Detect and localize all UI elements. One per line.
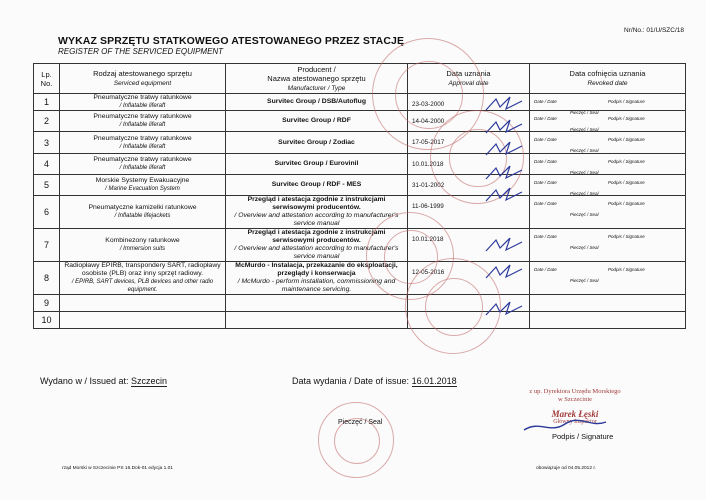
round-seal-footer bbox=[318, 402, 394, 478]
revoked-date-cell bbox=[530, 154, 686, 175]
equipment-en: / Inflatable lifejackets bbox=[114, 213, 171, 219]
equipment-pl: Pneumatyczne tratwy ratunkowe bbox=[93, 113, 192, 120]
register-table bbox=[33, 63, 686, 329]
table-row bbox=[34, 175, 686, 196]
footer-signature bbox=[520, 418, 610, 436]
header-approval-date: Data uznania Approval date bbox=[408, 64, 530, 94]
revoked-date-label: Date / Date bbox=[534, 99, 557, 104]
equipment-cell bbox=[60, 94, 226, 111]
revoked-signature-label: Podpis / Signature bbox=[608, 159, 645, 164]
revoked-date-label: Date / Date bbox=[534, 137, 557, 142]
approval-signature bbox=[484, 300, 524, 318]
equipment-en: / Marine Evacuation System bbox=[105, 186, 180, 192]
header-manufacturer: Producent / Nazwa atestowanego sprzętu Manufacturer / Type bbox=[226, 64, 408, 94]
equipment-pl: Pneumatyczne tratwy ratunkowe bbox=[93, 94, 192, 101]
manufacturer-cell bbox=[226, 132, 408, 154]
equipment-en: / Inflatable liferaft bbox=[119, 165, 166, 171]
equipment-pl: Radiopławy EPIRB, transpondery SART, radiopławy osobiste (PLB) oraz inny sprzęt radiowy. bbox=[64, 262, 221, 277]
revoked-signature-label: Podpis / Signature bbox=[608, 99, 645, 104]
signature-label: Podpis / Signature bbox=[552, 432, 614, 441]
revoked-seal-label: Pieczęć / Seal bbox=[570, 170, 599, 175]
manufacturer-bold: Survitec Group / RDF - MES bbox=[271, 181, 362, 188]
equipment-pl: Pneumatyczne tratwy ratunkowe bbox=[93, 156, 192, 163]
revoked-date-label: Date / Date bbox=[534, 201, 557, 206]
equipment-cell bbox=[60, 196, 226, 229]
manufacturer-note: / Overview and attestation according to manufacturer's service manual bbox=[234, 245, 399, 260]
valid-from: obowiązuje od 04.05.2012 r. bbox=[536, 466, 597, 471]
header-revoked-date: Data cofnięcia uznania Revoked date bbox=[530, 64, 686, 94]
manufacturer-cell bbox=[226, 175, 408, 196]
manufacturer-bold: Survitec Group / RDF bbox=[282, 117, 351, 124]
manufacturer-cell bbox=[226, 312, 408, 329]
revoked-date-cell bbox=[530, 111, 686, 132]
manufacturer-bold: Survitec Group / Zodiac bbox=[278, 138, 355, 146]
row-number: 1 bbox=[34, 94, 60, 111]
revoked-date-label: Date / Date bbox=[534, 267, 557, 272]
issued-at: Wydano w / Issued at: Szczecin bbox=[40, 376, 167, 386]
equipment-cell bbox=[60, 132, 226, 154]
equipment-cell bbox=[60, 111, 226, 132]
approval-date: 23-03-2000 bbox=[412, 101, 445, 108]
revoked-date-label: Date / Date bbox=[534, 234, 557, 239]
approval-signature bbox=[484, 118, 524, 136]
seal-label: Pieczęć / Seal bbox=[338, 419, 383, 426]
row-number: 2 bbox=[34, 111, 60, 132]
revoked-date-label: Date / Date bbox=[534, 180, 557, 185]
manufacturer-bold: Przegląd i atestacja zgodnie z instrukcjami serwisowymi producentów. bbox=[247, 196, 386, 211]
title-polish: WYKAZ SPRZĘTU STATKOWEGO ATESTOWANEGO PRZEZ STACJĘ bbox=[58, 35, 405, 47]
revoked-seal-label: Pieczęć / Seal bbox=[570, 212, 599, 217]
table-row bbox=[34, 229, 686, 262]
revoked-date-cell bbox=[530, 132, 686, 154]
equipment-en: / Inflatable liferaft bbox=[119, 103, 166, 109]
manufacturer-bold: Survitec Group / Eurovinil bbox=[274, 160, 359, 167]
approval-signature bbox=[484, 95, 524, 113]
equipment-pl: Pneumatyczne kamizelki ratunkowe bbox=[88, 204, 197, 211]
table-row bbox=[34, 132, 686, 154]
equipment-en: / EPIRB, SART devices, PLB devices and other radio equipment. bbox=[71, 279, 214, 293]
equipment-cell bbox=[60, 295, 226, 312]
equipment-en: / Inflatable liferaft bbox=[119, 143, 166, 150]
table-row bbox=[34, 94, 686, 111]
row-number: 5 bbox=[34, 175, 60, 196]
table-row bbox=[34, 196, 686, 229]
revoked-seal-label: Pieczęć / Seal bbox=[570, 191, 599, 196]
row-number: 10 bbox=[34, 312, 60, 329]
manufacturer-cell bbox=[226, 154, 408, 175]
manufacturer-bold: McMurdo - Instalacja, przekazanie do eksploatacji, przeglądy i konserwacja bbox=[235, 262, 398, 277]
revoked-date-label: Date / Date bbox=[534, 159, 557, 164]
header-equipment: Rodzaj atestowanego sprzętu Serviced equipment bbox=[60, 64, 226, 94]
revoked-date-cell bbox=[530, 94, 686, 115]
equipment-pl: Morskie Systemy Ewakuacyjne bbox=[95, 177, 190, 184]
approval-date: 17-05-2017 bbox=[412, 139, 445, 146]
form-identifier: rząd Morski w Szczecinie PS 16.Dok-01 edycja 1.01 bbox=[62, 466, 173, 471]
equipment-pl: Kombinezony ratunkowe bbox=[105, 237, 180, 244]
revoked-signature-label: Podpis / Signature bbox=[608, 137, 645, 142]
revoked-signature-label: Podpis / Signature bbox=[608, 234, 645, 239]
revoked-seal-label: Pieczęć / Seal bbox=[570, 110, 599, 115]
equipment-pl: Pneumatyczne tratwy ratunkowe bbox=[93, 134, 192, 142]
manufacturer-note: / Overview and attestation according to manufacturer's service manual bbox=[234, 212, 399, 227]
approval-date: 10.01.2018 bbox=[412, 161, 444, 168]
approval-signature bbox=[484, 263, 524, 281]
revoked-date-cell bbox=[530, 229, 686, 262]
approval-signature bbox=[484, 164, 524, 182]
row-number: 8 bbox=[34, 262, 60, 295]
table-row bbox=[34, 262, 686, 295]
document-number: Nr/No.: 01/U/SZC/18 bbox=[624, 27, 684, 34]
row-number: 7 bbox=[34, 229, 60, 262]
manufacturer-bold: Przegląd i atestacja zgodnie z instrukcjami serwisowymi producentów. bbox=[247, 229, 386, 244]
approval-date: 31-01-2002 bbox=[412, 182, 445, 189]
approval-date: 14-04-2000 bbox=[412, 118, 445, 125]
manufacturer-bold: Survitec Group / DSB/Autoflug bbox=[267, 98, 366, 105]
equipment-en: / Immersion suits bbox=[119, 246, 166, 252]
approval-signature bbox=[484, 140, 524, 158]
header-row bbox=[34, 64, 686, 94]
revoked-signature-label: Podpis / Signature bbox=[608, 201, 645, 206]
manufacturer-cell bbox=[226, 295, 408, 312]
approval-date: 12-05-2016 bbox=[412, 269, 445, 276]
approval-date: 11-06-1999 bbox=[412, 203, 444, 210]
equipment-en: / Inflatable liferaft bbox=[119, 122, 166, 128]
approval-signature bbox=[484, 186, 524, 204]
row-number: 6 bbox=[34, 196, 60, 229]
header-lp: Lp. No. bbox=[34, 64, 60, 94]
table-row bbox=[34, 154, 686, 175]
revoked-date-cell bbox=[530, 312, 686, 329]
table-row bbox=[34, 111, 686, 132]
revoked-date-cell bbox=[530, 262, 686, 295]
revoked-date-cell bbox=[530, 175, 686, 196]
approval-date: 10.01.2018 bbox=[412, 236, 444, 243]
revoked-seal-label: Pieczęć / Seal bbox=[570, 148, 599, 153]
title-english: REGISTER OF THE SERVICED EQUIPMENT bbox=[58, 47, 224, 56]
issue-date: Data wydania / Date of issue: 16.01.2018 bbox=[292, 376, 457, 386]
authorization-stamp: z up. Dyrektora Urzędu Morskiego w Szczecinie Marek Łęski Główny Inspektor bbox=[529, 388, 621, 425]
approval-signature bbox=[484, 236, 524, 254]
table-row bbox=[34, 295, 686, 312]
table-row bbox=[34, 312, 686, 329]
row-number: 9 bbox=[34, 295, 60, 312]
revoked-date-cell bbox=[530, 295, 686, 312]
equipment-cell bbox=[60, 262, 226, 295]
revoked-seal-label: Pieczęć / Seal bbox=[570, 245, 599, 250]
revoked-date-cell bbox=[530, 196, 686, 229]
revoked-date-label: Date / Date bbox=[534, 116, 557, 121]
revoked-signature-label: Podpis / Signature bbox=[608, 267, 645, 272]
manufacturer-note: / McMurdo - perform installation, commissioning and maintenance servicing. bbox=[237, 278, 396, 293]
equipment-cell bbox=[60, 175, 226, 196]
revoked-seal-label: Pieczęć / Seal bbox=[570, 278, 599, 283]
revoked-signature-label: Podpis / Signature bbox=[608, 180, 645, 185]
equipment-cell bbox=[60, 229, 226, 262]
revoked-seal-label: Pieczęć / Seal bbox=[570, 127, 599, 132]
row-number: 4 bbox=[34, 154, 60, 175]
revoked-signature-label: Podpis / Signature bbox=[608, 116, 645, 121]
equipment-cell bbox=[60, 312, 226, 329]
equipment-cell bbox=[60, 154, 226, 175]
row-number: 3 bbox=[34, 132, 60, 154]
